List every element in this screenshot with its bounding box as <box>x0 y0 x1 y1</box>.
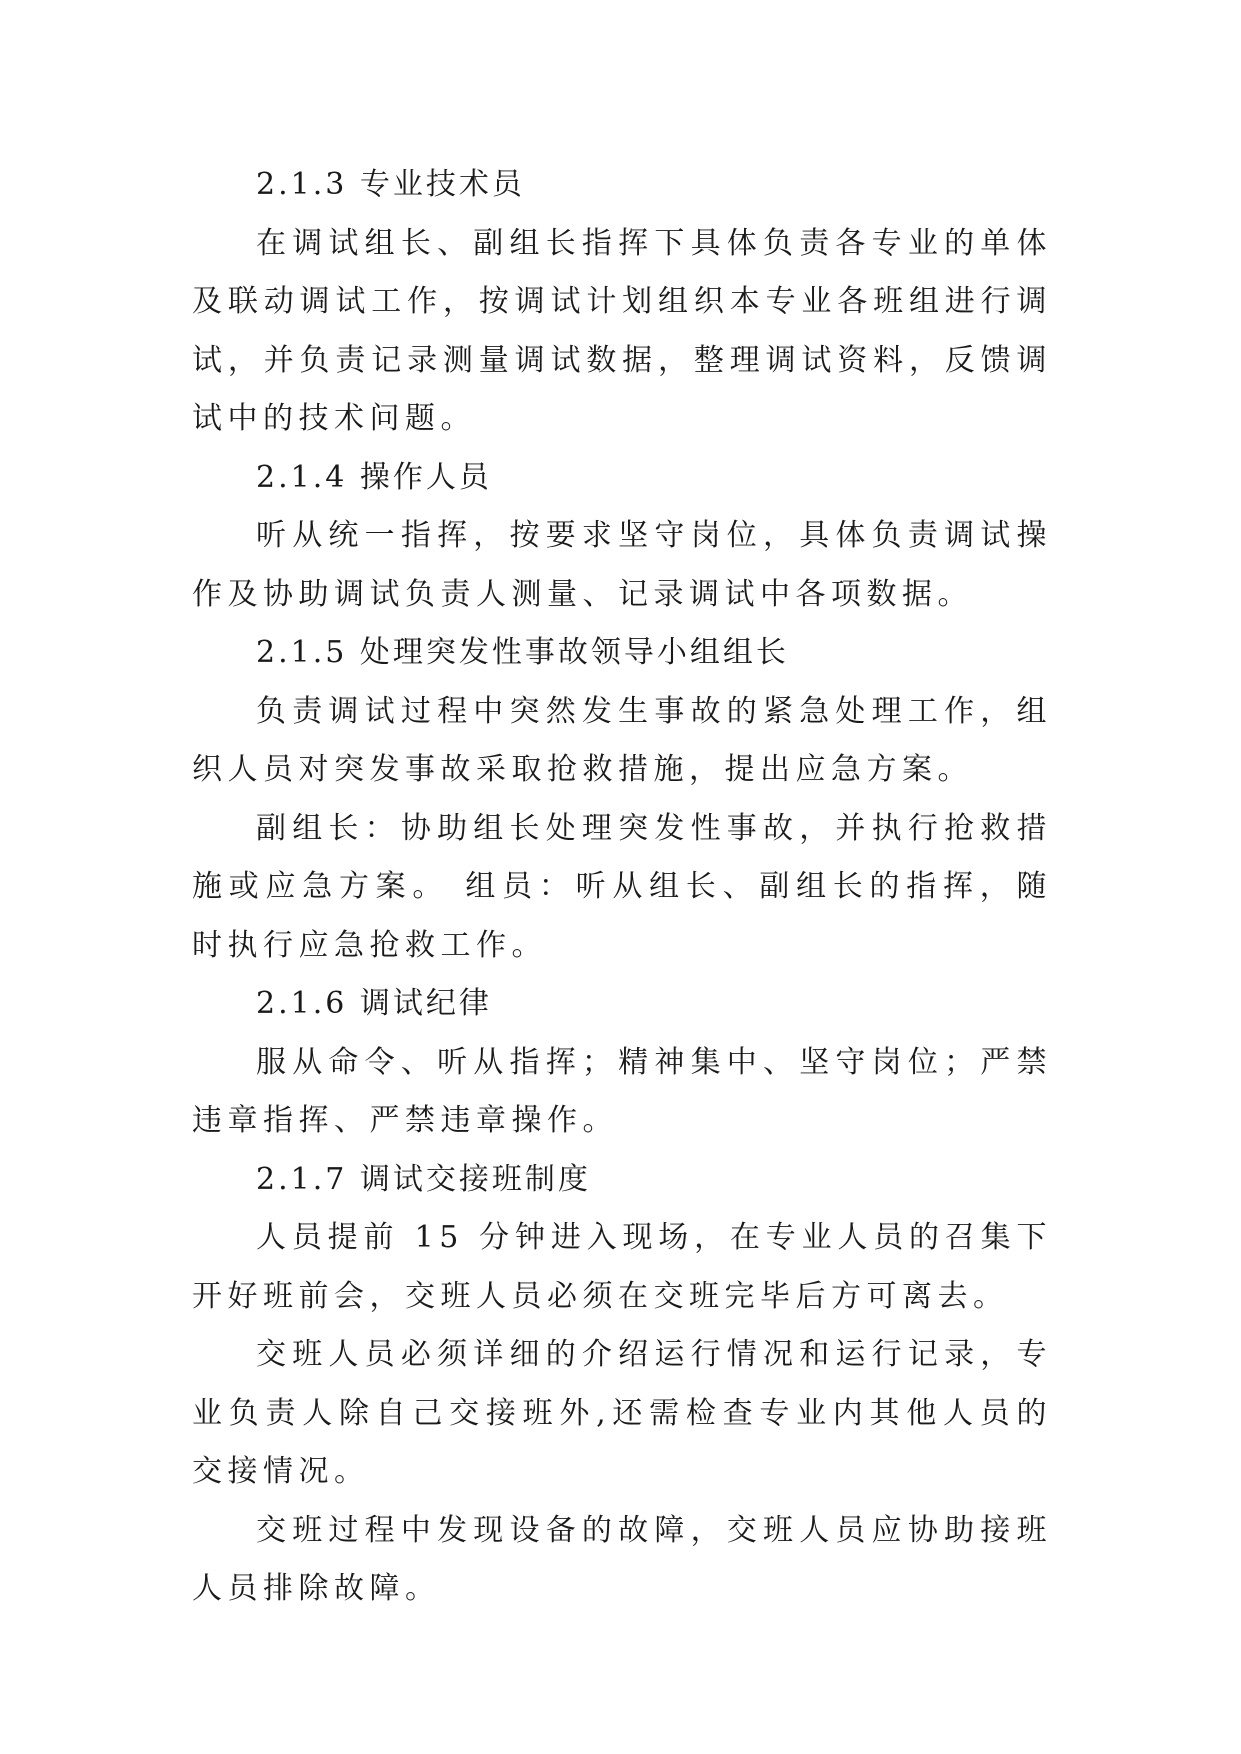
paragraph-deputy-and-members: 副组长：协助组长处理突发性事故，并执行抢救措施或应急方案。 组员：听从组长、副组长的指挥，随时执行应急抢救工作。 <box>192 810 1052 963</box>
paragraph-fault-handling: 交班过程中发现设备的故障，交班人员应协助接班人员排除故障。 <box>192 1512 1052 1606</box>
paragraph-shift-handover: 交班人员必须详细的介绍运行情况和运行记录，专业负责人除自己交接班外,还需检查专业内其他人员的交接情况。 <box>192 1337 1052 1489</box>
paragraph-technician-duties: 在调试组长、副组长指挥下具体负责各专业的单体及联动调试工作，按调试计划组织本专业各班组进行调试，并负责记录测量调试数据，整理调试资料，反馈调试中的技术问题。 <box>192 225 1052 436</box>
paragraph-emergency-leader-duties: 负责调试过程中突然发生事故的紧急处理工作，组织人员对突发事故采取抢救措施，提出应急方案。 <box>192 693 1052 787</box>
paragraph-operator-duties: 听从统一指挥，按要求坚守岗位，具体负责调试操作及协助调试负责人测量、记录调试中各项数据。 <box>192 518 1052 612</box>
section-heading-2-1-6: 2.1.6 调试纪律 <box>256 986 492 1021</box>
section-heading-2-1-4: 2.1.4 操作人员 <box>256 459 492 495</box>
document-body <box>192 156 1052 1619</box>
section-heading-2-1-7: 2.1.7 调试交接班制度 <box>256 1161 591 1197</box>
paragraph-discipline: 服从命令、听从指挥；精神集中、坚守岗位；严禁违章指挥、严禁违章操作。 <box>192 1044 1052 1138</box>
paragraph-shift-arrival: 人员提前 15 分钟进入现场，在专业人员的召集下开好班前会，交班人员必须在交班完毕后方可离去。 <box>192 1220 1052 1314</box>
section-heading-2-1-5: 2.1.5 处理突发性事故领导小组组长 <box>256 635 789 670</box>
section-heading-2-1-3: 2.1.3 专业技术员 <box>256 167 525 202</box>
